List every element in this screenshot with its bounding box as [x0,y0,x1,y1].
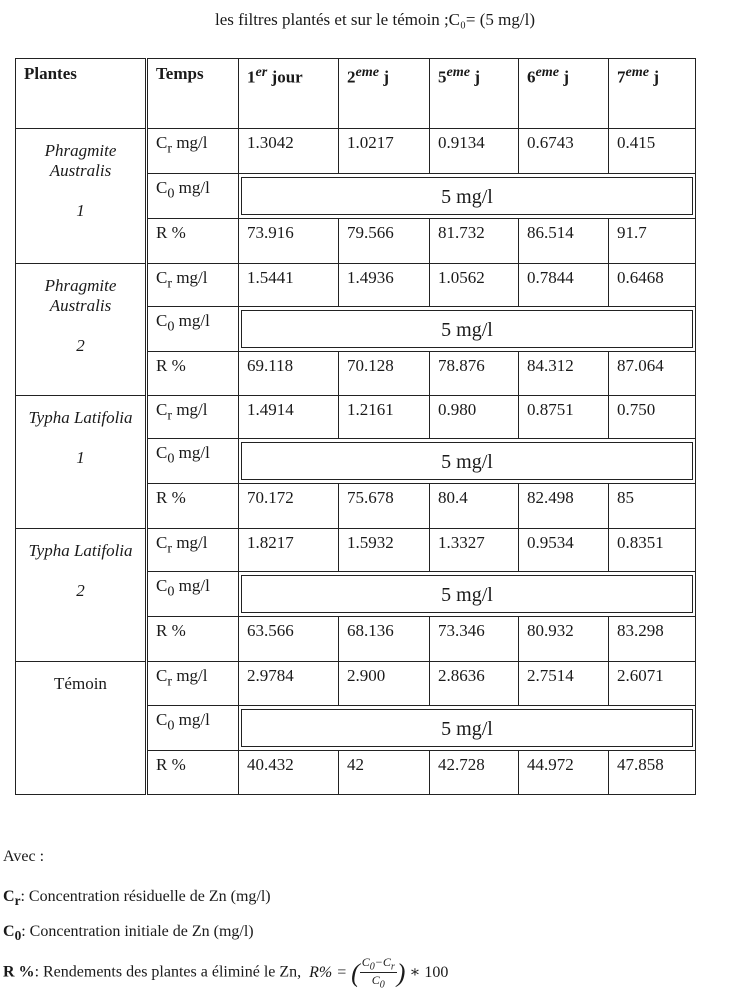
legend-c0 [3,923,254,944]
cr-value: 1.0217 [339,129,430,174]
legend-c0-term: $C_0$ [3,923,22,944]
table-caption: les filtres plantés et sur le témoin ;C₀= (5 mg/l) [214,10,536,29]
r-value: 40.432 [239,751,339,795]
r-value: 87.064 [609,352,696,396]
table-row [16,396,696,439]
r-value: 91.7 [609,219,696,264]
row-label-r: R % [147,352,239,396]
formula-tail: ∗ 100 [409,963,449,981]
legend-r [3,955,448,991]
c0-value: 5 mg/l [241,442,693,480]
formula: R% = ( $\frac{C_0-C_r}{C_0}$ ) ∗ 100 [309,955,449,991]
r-value: 70.128 [339,352,430,396]
plant-name-cell [16,129,147,264]
r-value: 42 [339,751,430,795]
r-value: 83.298 [609,617,696,662]
c0-value: 5 mg/l [241,310,693,348]
header-row [16,59,696,129]
r-value: 69.118 [239,352,339,396]
plant-name: Témoin [54,674,107,693]
c0-cell [239,174,696,219]
row-label-cr: $C_r$ mg/l [147,129,239,174]
cr-value: 1.3327 [430,529,519,572]
cr-value: 0.8351 [609,529,696,572]
r-value: 85 [609,484,696,529]
plant-number: 2 [76,581,85,600]
r-value: 70.172 [239,484,339,529]
c0-cell [239,307,696,352]
r-value: 73.346 [430,617,519,662]
r-value: 75.678 [339,484,430,529]
plant-name-cell [16,396,147,529]
row-label-r: R % [147,617,239,662]
cr-value: 0.6743 [519,129,609,174]
header-day-6: 6eme j [519,59,609,129]
r-value: 42.728 [430,751,519,795]
cr-value: 0.980 [430,396,519,439]
c0-value: 5 mg/l [241,709,693,747]
cr-value: 1.2161 [339,396,430,439]
plant-name-cell [16,264,147,396]
row-label-c0: $C_0$ mg/l [147,572,239,617]
row-label-r: R % [147,219,239,264]
plant-number: 1 [76,201,85,220]
header-day-5: 5eme j [430,59,519,129]
cr-value: 1.3042 [239,129,339,174]
legend-cr-term: $C_r$ [3,888,21,909]
r-value: 78.876 [430,352,519,396]
table-row [16,129,696,174]
r-value: 80.932 [519,617,609,662]
table-body [16,129,696,795]
cr-value: 1.4936 [339,264,430,307]
plant-name-cell [16,662,147,795]
row-label-r: R % [147,484,239,529]
cr-value: 1.8217 [239,529,339,572]
c0-value: 5 mg/l [241,575,693,613]
header-day-2: 2eme j [339,59,430,129]
table-row [16,662,696,706]
r-value: 44.972 [519,751,609,795]
cr-value: 0.6468 [609,264,696,307]
r-value: 79.566 [339,219,430,264]
plant-number: 1 [76,448,85,467]
c0-cell [239,706,696,751]
formula-lhs: R% = [309,963,348,981]
formula-fraction: $\frac{C_0-C_r}{C_0}$ [361,955,395,991]
c0-cell [239,439,696,484]
r-value: 47.858 [609,751,696,795]
plant-name-cell [16,529,147,662]
cr-value: 2.7514 [519,662,609,706]
cr-value: 2.8636 [430,662,519,706]
r-value: 68.136 [339,617,430,662]
cr-value: 2.9784 [239,662,339,706]
c0-value: 5 mg/l [241,177,693,215]
results-table [15,58,696,795]
plant-name: Typha Latifolia [28,541,133,560]
cr-value: 0.750 [609,396,696,439]
header-day-1: 1er jour [239,59,339,129]
cr-value: 0.415 [609,129,696,174]
r-value: 86.514 [519,219,609,264]
row-label-cr: $C_r$ mg/l [147,396,239,439]
cr-value: 0.9134 [430,129,519,174]
table-row [16,529,696,572]
row-label-cr: $C_r$ mg/l [147,662,239,706]
c0-cell [239,572,696,617]
legend-r-desc: : Rendements des plantes a éliminé le Zn, [34,963,302,981]
row-label-c0: $C_0$ mg/l [147,174,239,219]
row-label-cr: $C_r$ mg/l [147,264,239,307]
row-label-c0: $C_0$ mg/l [147,706,239,751]
legend-cr [3,888,271,909]
plant-name: Phragmite Australis [44,276,117,315]
r-value: 84.312 [519,352,609,396]
cr-value: 2.900 [339,662,430,706]
row-label-c0: $C_0$ mg/l [147,439,239,484]
cr-value: 1.4914 [239,396,339,439]
cr-value: 0.9534 [519,529,609,572]
cr-value: 1.5932 [339,529,430,572]
cr-value: 1.5441 [239,264,339,307]
row-label-c0: $C_0$ mg/l [147,307,239,352]
legend-avec: Avec : [3,848,45,865]
r-value: 82.498 [519,484,609,529]
r-value: 73.916 [239,219,339,264]
r-value: 63.566 [239,617,339,662]
legend-cr-desc: : Concentration résiduelle de Zn (mg/l) [20,888,271,905]
plant-number: 2 [76,336,85,355]
plant-name: Phragmite Australis [44,141,117,180]
cr-value: 0.8751 [519,396,609,439]
header-day-7: 7eme j [609,59,696,129]
row-label-cr: $C_r$ mg/l [147,529,239,572]
header-plantes: Plantes [16,59,147,129]
cr-value: 1.0562 [430,264,519,307]
r-value: 80.4 [430,484,519,529]
table-row [16,264,696,307]
cr-value: 2.6071 [609,662,696,706]
cr-value: 0.7844 [519,264,609,307]
header-temps: Temps [147,59,239,129]
r-value: 81.732 [430,219,519,264]
legend-c0-desc: : Concentration initiale de Zn (mg/l) [21,923,254,940]
row-label-r: R % [147,751,239,795]
legend-r-term: R % [3,963,35,981]
plant-name: Typha Latifolia [28,408,133,427]
